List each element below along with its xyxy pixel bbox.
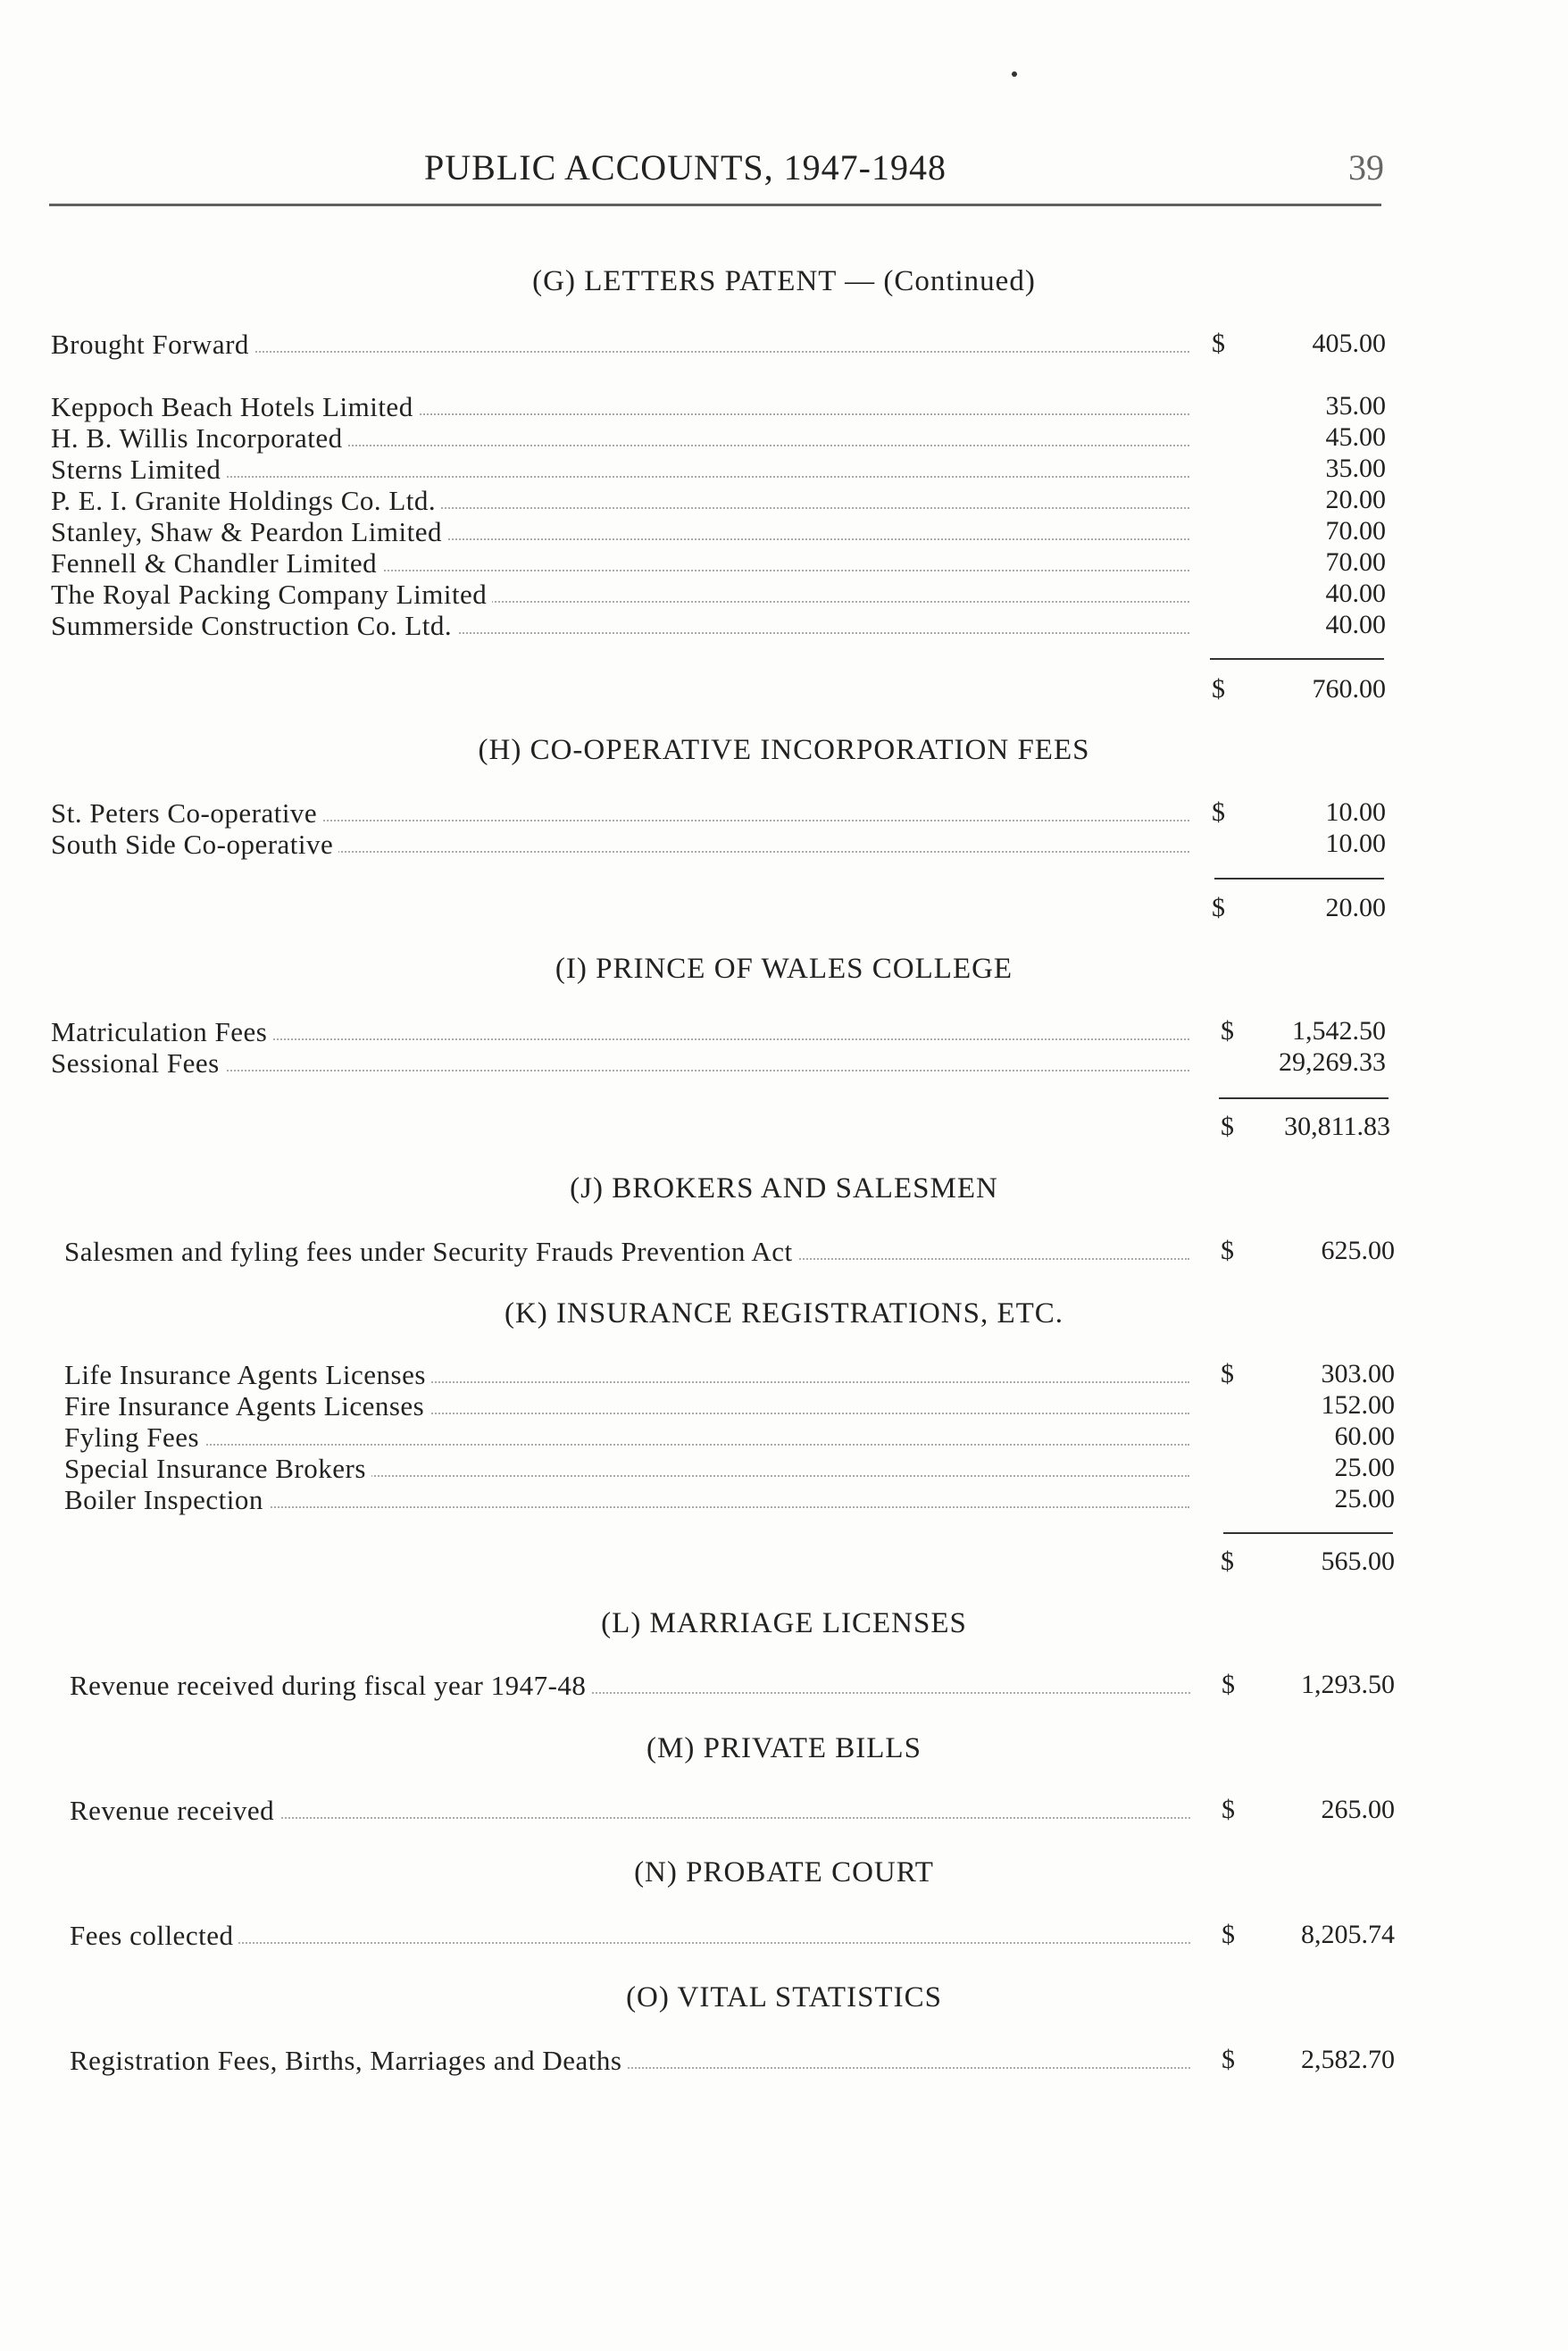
page-speck <box>1012 71 1017 77</box>
row-label: Fyling Fees <box>64 1421 204 1454</box>
total-row <box>51 674 1386 706</box>
total-row <box>64 1546 1395 1579</box>
row-amount: 405.00 <box>1312 329 1386 358</box>
table-row <box>64 1390 1395 1422</box>
row-label: Life Insurance Agents Licenses <box>64 1359 431 1391</box>
row-label: Revenue received <box>70 1795 279 1827</box>
row-amount: 265.00 <box>1321 1795 1395 1824</box>
table-row <box>51 797 1386 830</box>
dollar-sign: $ <box>1221 1359 1234 1388</box>
total-rule <box>1210 658 1384 660</box>
total-amount: 760.00 <box>1312 674 1386 704</box>
row-label: Special Insurance Brokers <box>64 1453 371 1485</box>
row-amount: 10.00 <box>1325 797 1386 827</box>
section-title-o: (O) VITAL STATISTICS <box>626 1981 942 2013</box>
dollar-sign: $ <box>1222 1670 1235 1699</box>
row-amount: 29,269.33 <box>1279 1047 1386 1077</box>
page-number: 39 <box>1348 147 1384 188</box>
table-row <box>51 516 1386 548</box>
table-row <box>51 610 1386 642</box>
total-row <box>51 1112 1390 1144</box>
dollar-sign: $ <box>1222 1920 1235 1949</box>
section-title-k: (K) INSURANCE REGISTRATIONS, ETC. <box>504 1297 1064 1330</box>
row-label: Summerside Construction Co. Ltd. <box>51 610 457 642</box>
table-row <box>51 1047 1386 1080</box>
row-amount: 35.00 <box>1325 391 1386 421</box>
table-row <box>70 1670 1395 1702</box>
row-label: The Royal Packing Company Limited <box>51 579 492 611</box>
row-label: Salesmen and fyling fees under Security Frauds Prevention Act <box>64 1236 798 1268</box>
dollar-sign: $ <box>1221 1546 1234 1576</box>
row-label: H. B. Willis Incorporated <box>51 422 348 454</box>
table-row <box>51 422 1386 454</box>
row-amount: 40.00 <box>1325 610 1386 639</box>
row-amount: 25.00 <box>1334 1484 1395 1513</box>
dollar-sign: $ <box>1212 674 1225 704</box>
table-row <box>51 391 1386 423</box>
row-label: Revenue received during fiscal year 1947-48 <box>70 1670 591 1702</box>
section-title-m: (M) PRIVATE BILLS <box>646 1732 922 1764</box>
row-amount: 60.00 <box>1334 1421 1395 1451</box>
row-label: Matriculation Fees <box>51 1016 272 1048</box>
row-amount: 70.00 <box>1325 516 1386 546</box>
row-label: Sterns Limited <box>51 454 226 486</box>
total-row <box>51 893 1386 925</box>
table-row <box>51 829 1386 861</box>
table-row <box>70 1920 1395 1952</box>
row-amount: 10.00 <box>1325 829 1386 858</box>
section-title-g: (G) LETTERS PATENT — (Continued) <box>532 265 1036 297</box>
section-title-i: (I) PRINCE OF WALES COLLEGE <box>555 953 1013 985</box>
section-title-l: (L) MARRIAGE LICENSES <box>601 1607 967 1639</box>
table-row <box>51 579 1386 611</box>
table-row <box>51 1016 1386 1048</box>
section-title-j: (J) BROKERS AND SALESMEN <box>570 1172 998 1205</box>
page-header <box>54 136 1384 189</box>
row-amount: 2,582.70 <box>1301 2045 1395 2074</box>
table-row <box>70 2045 1395 2077</box>
row-label: Brought Forward <box>51 329 254 361</box>
total-amount: 565.00 <box>1321 1546 1395 1576</box>
row-amount: 40.00 <box>1325 579 1386 608</box>
table-row <box>51 547 1386 579</box>
row-amount: 70.00 <box>1325 547 1386 577</box>
row-label: Fees collected <box>70 1920 238 1952</box>
table-row <box>64 1484 1395 1516</box>
section-title-h: (H) CO-OPERATIVE INCORPORATION FEES <box>478 734 1090 766</box>
page-title: PUBLIC ACCOUNTS, 1947-1948 <box>424 147 947 188</box>
dollar-sign: $ <box>1212 329 1225 358</box>
header-rule <box>49 204 1381 206</box>
row-amount: 1,293.50 <box>1301 1670 1395 1699</box>
total-rule <box>1214 878 1384 880</box>
row-amount: 625.00 <box>1321 1236 1395 1265</box>
row-label: Stanley, Shaw & Peardon Limited <box>51 516 447 548</box>
row-label: P. E. I. Granite Holdings Co. Ltd. <box>51 485 441 517</box>
row-amount: 303.00 <box>1321 1359 1395 1388</box>
brought-forward-row <box>51 329 1386 361</box>
table-row <box>51 485 1386 517</box>
row-label: Keppoch Beach Hotels Limited <box>51 391 419 423</box>
dollar-sign: $ <box>1222 1795 1235 1824</box>
row-amount: 35.00 <box>1325 454 1386 483</box>
dollar-sign: $ <box>1212 797 1225 827</box>
total-amount: 20.00 <box>1325 893 1386 922</box>
row-amount: 152.00 <box>1321 1390 1395 1420</box>
dollar-sign: $ <box>1222 2045 1235 2074</box>
dollar-sign: $ <box>1212 893 1225 922</box>
row-label: South Side Co-operative <box>51 829 338 861</box>
row-amount: 1,542.50 <box>1292 1016 1386 1046</box>
row-amount: 25.00 <box>1334 1453 1395 1482</box>
dollar-sign: $ <box>1221 1112 1234 1141</box>
row-label: Fennell & Chandler Limited <box>51 547 382 579</box>
table-row <box>64 1236 1395 1268</box>
row-amount: 45.00 <box>1325 422 1386 452</box>
table-row <box>64 1359 1395 1391</box>
table-row <box>70 1795 1395 1827</box>
table-row <box>64 1453 1395 1485</box>
total-amount: 30,811.83 <box>1284 1112 1390 1141</box>
row-label: Registration Fees, Births, Marriages and Deaths <box>70 2045 627 2077</box>
section-title-n: (N) PROBATE COURT <box>634 1856 934 1888</box>
total-rule <box>1219 1097 1389 1099</box>
total-rule <box>1223 1532 1393 1534</box>
row-label: Sessional Fees <box>51 1047 225 1080</box>
table-row <box>64 1421 1395 1454</box>
table-row <box>51 454 1386 486</box>
dollar-sign: $ <box>1221 1016 1234 1046</box>
row-amount: 20.00 <box>1325 485 1386 514</box>
row-label: Fire Insurance Agents Licenses <box>64 1390 430 1422</box>
row-amount: 8,205.74 <box>1301 1920 1395 1949</box>
row-label: Boiler Inspection <box>64 1484 269 1516</box>
dollar-sign: $ <box>1221 1236 1234 1265</box>
row-label: St. Peters Co-operative <box>51 797 322 830</box>
